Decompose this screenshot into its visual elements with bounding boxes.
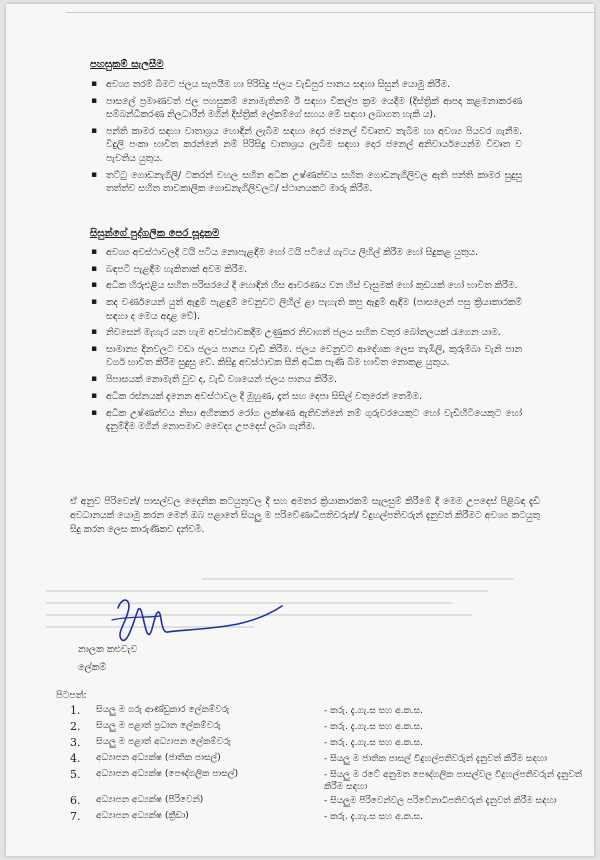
list-item: ▪ සාමාන්‍ය දිනවලට වඩා ජලය පානය වැඩි කිරීම. ජලය වෙනුවට ආදේශක ලෙස තැඹිලි, කුරුම්බා වැනි පාන වර්ග භාවිත කිරීම සුදුසු වේ. කිසිදු අවස්ථාවක සීනි අධික පැණි බීම භාවිත නොකළ යුතුය.: [90, 343, 522, 370]
list-item: ▪ අධික හිරුඑළිය සහිත පරිසරයේ දී හොඳින් හිස ආවරණය වන හිස් වැසුමක් හෝ කුඩයක් හෝ භාවිත කිරීම.: [90, 279, 522, 293]
copy-row: [56, 810, 576, 826]
copy-number: 7.: [70, 810, 81, 823]
copy-recipient: සියලු ම පළාත් අධ්‍යාපන ලේකම්වරු: [96, 737, 231, 747]
copy-row: [56, 794, 576, 810]
copy-recipient: අධ්‍යාපන අධ්‍යක්ෂ (පිරිවෙන්): [96, 795, 204, 805]
copy-number: 4.: [70, 752, 81, 765]
copy-row: [56, 752, 576, 768]
copy-action: - කරු. දැ.ගැ.ස සහ අ.ක.ස.: [324, 812, 423, 822]
copy-action: - සියලු ම ජාතික පාසල් විදුහල්පතිවරුන් දැනුවත් කිරීම සඳහා: [324, 754, 548, 764]
list-item: ▪ පිපාසයක් නොමැති වුව ද, වැඩි වශයෙන් ජලය පානය කිරීම.: [90, 373, 522, 387]
list-item: ▪ කද වර්ණයෙන් යුත් ඇඳුම් පැළඳුම් වෙනුවට ලිහිල් ළා පැහැති කපු ඇඳුම් ඇඳීම (පාසලෙන් පසු ක්‍රියාකාරකම් සඳහා ද මෙය අදාළ වේ).: [90, 296, 522, 323]
copy-number: 6.: [70, 794, 81, 807]
copy-recipient: සියලු ම ගරු ආණ්ඩුකාර ලේකම්වරු: [96, 705, 230, 715]
section-heading-facilities: පහසුකම් සැලසීම: [90, 59, 164, 70]
signatory-name: නාලක කළුවැව: [78, 644, 138, 655]
handwritten-signature: [98, 590, 288, 650]
list-item: ▪ පාසලේ ප්‍රමාණවත් ජල පහසුකම් නොමැතිනම් ඊ සඳහා විකල්ප ක්‍රම යෙදීම (දිස්ත්‍රික් ආපදා කළමනාකරණ සම්බන්ධීකරණ නිලධාරීන් මගින් දිස්ත්‍රික් ලේකම්ගේ සහය මේ සඳහා ලබාගත හැකි ය).: [90, 95, 522, 122]
header-rule: [66, 4, 594, 13]
copies-list: [56, 704, 582, 826]
copy-action: - සියලුම පිරිවෙන්වල පරිවේනාධිපතිවරුන් දැනුවත් කිරීම සඳහා: [324, 796, 557, 806]
list-item: ▪ තට්ටු ගොඩනැගිලි/ ටකරන් වහල සහිත අධික උෂ්ණත්වය සහිත ගොඩනැගිලිවල ඇති පන්ති කාමර සුදුසු තත්ත්ව සහිත තාවකාලික ගොඩනැගිලිවලට/ ස්ථානයකට මාරු කිරීම.: [90, 169, 522, 196]
copy-row: [56, 720, 576, 736]
closing-paragraph: ඒ අනුව පිරිවෙන්/ පාසල්වල දෛනික කටයුතුවල දී සහ අමතර ක්‍රියාකාරකම් සැලසුම් කිරීමේ දී මෙම උපදෙස් පිළිබඳ දැඩි අවධානයක් යොමු කරන මෙන් ඔබ පළාතේ සියලු ම පරිවේණාධිපතිවරුන්/ විදුහල්පතිවරුන් දැනුවත් කිරීමට අවශ්‍ය කටයුතු සිදු කරන ලෙස කාරුණිකව දන්වමි.: [70, 496, 540, 535]
copy-number: 1.: [70, 704, 81, 717]
copy-row: [56, 704, 576, 720]
list-item: ▪ නිවසෙන් මැහැර යන හැම අවස්ථාවකදීම උණුකර නිවාගත් ජලය සහිත වතුර බෝතලයක් රැගෙන යාම.: [90, 326, 522, 340]
list-item: ▪ අවශ්‍ය අවස්ථාවලදී ටයි පටිය නොපැළඳීම හෝ ටයි පටියේ ගැටය ලිහිල් කිරීම හෝ සිදුකළ යුතුය.: [90, 246, 522, 260]
list-item: ▪ බඳපටි පැළඳීම හැකිතාක් අවම කිරීම.: [90, 263, 522, 277]
list-item: ▪ අවශ්‍ය තරම් බීමට ජලය සැපයීම හා පිරිසිදු ජලය වැඩිපුර පානය සඳහා සිසුන් යොමු කිරීම.: [90, 78, 522, 92]
copy-recipient: අධ්‍යාපන අධ්‍යක්ෂ (ජාතික පාසල්): [96, 753, 221, 763]
section-heading-student-preparation: සිසුන්ගේ පුද්ගලික පෙර සූදානම: [90, 228, 220, 239]
copy-recipient: අධ්‍යාපන අධ්‍යක්ෂ (ක්‍රීඩා): [96, 811, 189, 821]
student-preparation-list: [90, 246, 522, 437]
copy-row: [56, 768, 582, 794]
copy-number: 3.: [70, 736, 81, 749]
copy-row: [56, 736, 576, 752]
copy-number: 2.: [70, 720, 81, 733]
copy-action: - සියලු ම රටේ අනුමත පෞද්ගලික පාසල්වල විදුහල්පතිවරුන් දැනුවත් කිරීම සඳහා: [324, 770, 582, 792]
copy-action: - කරු. දැ.ගැ.ස සහ අ.ක.ස.: [324, 738, 423, 748]
copy-number: 5.: [70, 768, 81, 781]
facilities-list: [90, 78, 522, 199]
copy-action: - කරු. දැ.ගැ.ස සහ අ.ක.ස.: [324, 706, 423, 716]
document-page: [6, 4, 594, 856]
list-item: ▪ පන්ති කාමර සඳහා වාතාශ්‍රය හොඳින් ලැබීම සඳහා දොර ජනෙල් විවෘතව තැබීම හා අවශ්‍ය පියවර ගැනීම. විදුලි පංකා භාවිත කරන්නේ නම් පිරිසිදු වාතාශ්‍රය ලැබීම සඳහා දොර ජනෙල් අනිවාර්යයෙන්ම විවෘත ව පැවතිය යුතුය.: [90, 125, 522, 166]
copy-recipient: සියලු ම පළාත් ප්‍රධාන ලේකම්වරු: [96, 721, 221, 731]
copy-recipient: අධ්‍යාපන අධ්‍යක්ෂ (පෞද්ගලික පාසල්): [96, 769, 239, 779]
signatory-title: ලේකම්: [78, 662, 107, 673]
list-item: ▪ අධික රස්නයක් දැනෙන අවස්ථාවල දී මුහුණ, දෑත් සහ දෙපා සිසිල් වතුරෙන් තෙමීම.: [90, 390, 522, 404]
copy-action: - කරු. දැ.ගැ.ස සහ අ.ක.ස.: [324, 722, 423, 732]
copies-label: පිටපත්:: [56, 690, 87, 701]
list-item: ▪ අධික උෂ්ණත්වය නිසා අහිතකර රෝග ලක්ෂණ ඇතිවන්නේ නම් ගුරුවරයෙකුට හෝ වැඩිහිටියෙකුට හෝ දැනුම්දීම මගින් නොපමාව වෛද්‍ය උපදෙස් ලබා ගැනීම.: [90, 407, 522, 434]
